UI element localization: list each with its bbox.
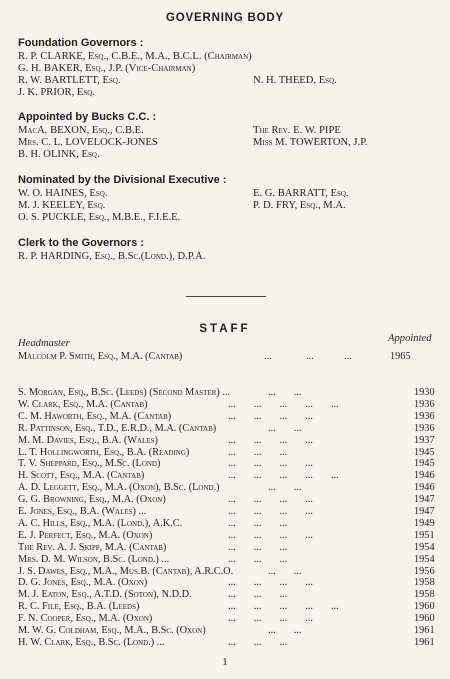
staff-name: H. W. Clark, Esq., B.Sc. (Lond.) ... xyxy=(18,636,165,648)
foundation-line xyxy=(18,63,195,75)
leader-dots: ... ... ... ... xyxy=(228,494,313,506)
staff-name: D. G. Jones, Esq., M.A. (Oxon) xyxy=(18,577,148,589)
staff-year: 1949 xyxy=(414,517,435,529)
staff-year: 1960 xyxy=(414,613,435,625)
staff-name: R. C. File, Esq., B.A. (Leeds) xyxy=(18,601,140,613)
leader-dots: ... xyxy=(306,351,314,362)
foundation-line-right xyxy=(253,75,337,87)
staff-name: W. Clark, Esq., M.A. (Cantab) xyxy=(18,398,148,410)
staff-name: H. Scott, Esq., M.A. (Cantab) xyxy=(18,470,145,482)
staff-year: 1936 xyxy=(414,422,435,434)
staff-year: 1958 xyxy=(414,577,435,589)
staff-name: M. W. G. Coldham, Esq., M.A., B.Sc. (Oxon) xyxy=(18,625,206,636)
staff-year: 1965 xyxy=(390,351,411,362)
governor-name: G. H. BAKER, Esq., J.P. (Vice-Chairman) xyxy=(18,63,196,74)
staff-row xyxy=(18,447,438,459)
leader-dots: ... ... xyxy=(268,625,302,636)
divisional-line: W. O. HAINES, Esq. xyxy=(18,188,108,199)
staff-row xyxy=(18,554,438,566)
leader-dots: ... ... ... xyxy=(228,636,288,648)
leader-dots: ... ... ... ... ... xyxy=(228,601,339,613)
staff-row xyxy=(18,470,438,482)
staff-year: 1960 xyxy=(414,601,435,613)
staff-year: 1956 xyxy=(414,565,435,577)
staff-name: A. C. Hills, Esq., M.A. (Lond.), A.K.C. xyxy=(18,517,183,529)
divisional-line-right: E. G. BARRATT, Esq. xyxy=(253,188,349,199)
staff-row xyxy=(18,542,438,554)
staff-row xyxy=(18,506,438,518)
leader-dots: ... ... ... ... xyxy=(228,577,313,589)
staff-row xyxy=(18,387,438,399)
staff-year: 1936 xyxy=(414,410,435,422)
staff-year: 1946 xyxy=(414,470,435,482)
staff-name: A. D. Leggett, Esq., M.A. (Oxon), B.Sc. (Lond.) xyxy=(18,482,220,494)
foundation-line xyxy=(18,75,121,87)
leader-dots: ... ... ... ... xyxy=(228,410,313,422)
staff-row xyxy=(18,601,438,613)
staff-name: L. T. Hollingworth, Esq., B.A. (Reading) xyxy=(18,446,190,458)
staff-row xyxy=(18,399,438,411)
staff-name: Malcolm P. Smith, Esq., M.A. (Cantab) xyxy=(18,351,183,362)
leader-dots: ... ... ... xyxy=(228,446,288,458)
staff-row xyxy=(18,566,438,578)
leader-dots: ... ... xyxy=(268,565,302,577)
leader-dots: ... ... xyxy=(268,422,302,434)
staff-row xyxy=(18,589,438,601)
leader-dots: ... ... ... ... xyxy=(228,434,313,446)
staff-row xyxy=(18,435,438,447)
page-number: 1 xyxy=(222,656,228,668)
staff-row xyxy=(18,530,438,542)
divisional-line-right: P. D. FRY, Esq., M.A. xyxy=(253,200,346,211)
staff-name: R. Pattinson, Esq., T.D., E.R.D., M.A. (Cantab) xyxy=(18,422,217,434)
leader-dots: ... ... ... xyxy=(228,553,288,565)
staff-year: 1946 xyxy=(414,482,435,494)
staff-row xyxy=(18,577,438,589)
bucks-line-right: The Rev. E. W. PIPE xyxy=(253,125,341,136)
bucks-line-right: Miss M. TOWERTON, J.P. xyxy=(253,137,368,148)
staff-name: The Rev. A. J. Skipp, M.A. (Cantab) xyxy=(18,541,167,553)
leader-dots: ... ... ... ... xyxy=(228,506,313,517)
staff-name: S. Morgan, Esq., B.Sc. (Leeds) (Second Master) ... xyxy=(18,387,231,398)
foundation-heading: Foundation Governors : xyxy=(18,37,144,49)
leader-dots: ... ... ... ... xyxy=(228,529,313,541)
page-title: GOVERNING BODY xyxy=(166,12,284,24)
staff-year: 1961 xyxy=(414,625,435,636)
leader-dots: ... xyxy=(264,351,272,362)
leader-dots: ... xyxy=(344,351,352,362)
leader-dots: ... ... ... xyxy=(228,517,288,529)
staff-row xyxy=(18,458,438,470)
appointed-label: Appointed xyxy=(388,333,432,344)
leader-dots: ... ... xyxy=(268,387,302,398)
divisional-heading: Nominated by the Divisional Executive : xyxy=(18,174,227,186)
staff-row xyxy=(18,637,438,649)
leader-dots: ... ... ... ... ... xyxy=(228,398,339,410)
governor-name: J. K. PRIOR, Esq. xyxy=(18,87,95,98)
leader-dots: ... ... ... ... xyxy=(228,613,313,625)
staff-row xyxy=(18,625,438,637)
staff-name: G. G. Browning, Esq., M.A. (Oxon) xyxy=(18,494,166,506)
governor-name: N. H. THEED, Esq. xyxy=(253,75,337,86)
staff-name: M. J. Eaton, Esq., A.T.D. (Soton), N.D.D. xyxy=(18,589,192,601)
staff-row xyxy=(18,482,438,494)
leader-dots: ... ... ... ... xyxy=(228,458,313,470)
foundation-line xyxy=(18,87,95,99)
divisional-line: M. J. KEELEY, Esq. xyxy=(18,200,106,211)
clerk-heading: Clerk to the Governors : xyxy=(18,237,144,249)
staff-row xyxy=(18,613,438,625)
bucks-line: B. H. OLINK, Esq. xyxy=(18,149,100,160)
staff-row xyxy=(18,494,438,506)
divisional-line: O. S. PUCKLE, Esq., M.B.E., F.I.E.E. xyxy=(18,212,181,223)
staff-year: 1945 xyxy=(414,458,435,470)
staff-year: 1947 xyxy=(414,506,435,517)
staff-name: M. M. Davies, Esq., B.A. (Wales) xyxy=(18,434,158,446)
staff-row xyxy=(18,423,438,435)
leader-dots: ... ... ... xyxy=(228,541,288,553)
staff-year: 1936 xyxy=(414,398,435,410)
staff-year: 1954 xyxy=(414,553,435,565)
staff-name: E. J. Perfect, Esq., M.A. (Oxon) xyxy=(18,529,153,541)
leader-dots: ... ... ... ... ... xyxy=(228,470,339,482)
staff-name: C. M. Haworth, Esq., M.A. (Cantab) xyxy=(18,410,172,422)
staff-row xyxy=(18,411,438,423)
staff-name: T. V. Sheppard, Esq., M.Sc. (Lond) xyxy=(18,458,161,470)
staff-year: 1951 xyxy=(414,529,435,541)
leader-dots: ... ... xyxy=(268,482,302,494)
headmaster-label: Headmaster xyxy=(18,338,70,349)
headmaster-row xyxy=(18,351,438,363)
staff-year: 1930 xyxy=(414,387,435,398)
section-divider xyxy=(186,296,266,297)
staff-year: 1937 xyxy=(414,434,435,446)
staff-year: 1954 xyxy=(414,541,435,553)
staff-year: 1961 xyxy=(414,636,435,648)
bucks-line: MacA. BEXON, Esq., C.B.E. xyxy=(18,125,144,136)
governor-name: R. W. BARTLETT, Esq. xyxy=(18,75,121,86)
staff-title: STAFF xyxy=(199,323,251,335)
staff-name: J. S. Dawes, Esq., M.A., Mus.B. (Cantab), A.R.C.O. xyxy=(18,565,234,577)
governor-name: R. P. CLARKE, Esq., C.B.E., M.A., B.C.L. (Chairman) xyxy=(18,51,252,62)
staff-year: 1947 xyxy=(414,494,435,506)
leader-dots: ... ... ... xyxy=(228,589,288,601)
staff-name: E. Jones, Esq., B.A. (Wales) ... xyxy=(18,506,147,517)
staff-year: 1945 xyxy=(414,446,435,458)
bucks-line: Mrs. C. L. LOVELOCK-JONES xyxy=(18,137,158,148)
staff-year: 1958 xyxy=(414,589,435,601)
bucks-heading: Appointed by Bucks C.C. : xyxy=(18,111,157,123)
staff-name: Mrs. D. M. Wilson, B.Sc. (Lond.) ... xyxy=(18,553,170,565)
foundation-line xyxy=(18,51,252,63)
clerk-line: R. P. HARDING, Esq., B.Sc.(Lond.), D.P.A. xyxy=(18,251,206,262)
staff-name: F. N. Cooper, Esq., M.A. (Oxon) xyxy=(18,613,153,625)
staff-row xyxy=(18,518,438,530)
